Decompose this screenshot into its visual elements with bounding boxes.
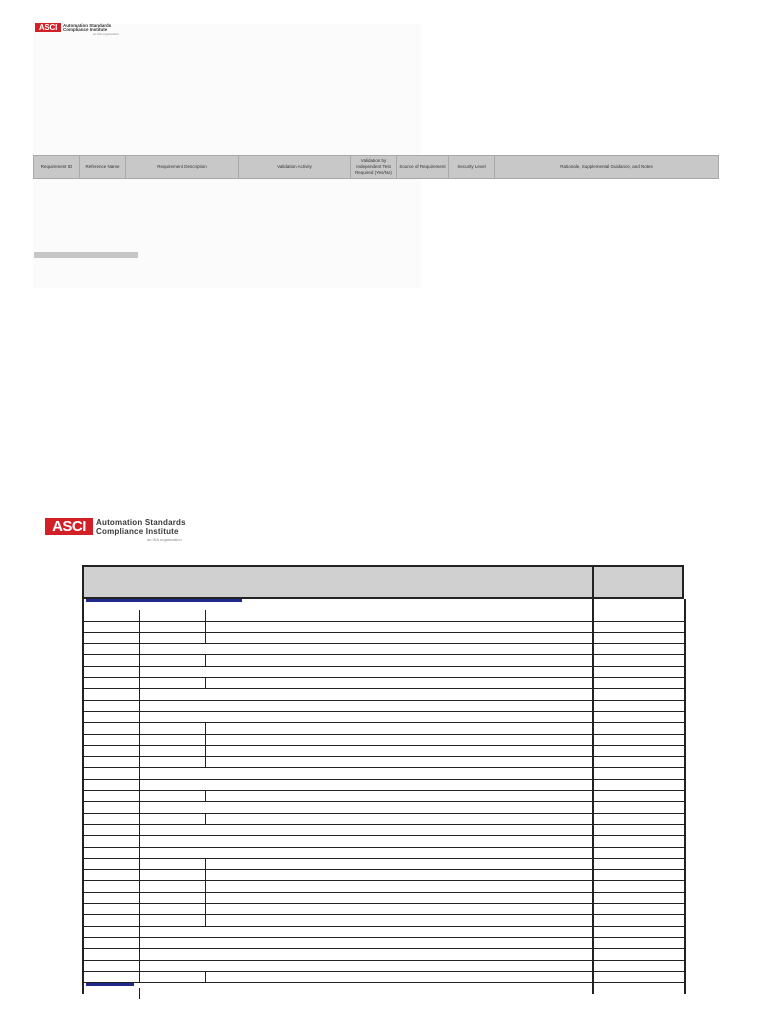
asci-logo-tagline: an ISA organization: [93, 32, 120, 36]
col-requirement-description: Requirement Description: [126, 156, 239, 178]
toc-cell-subnumber: [140, 791, 206, 801]
toc-cell-subnumber: [140, 723, 206, 733]
toc-row: [84, 938, 684, 949]
col-reference-name: Reference Name: [80, 156, 126, 178]
toc-row: [84, 712, 684, 723]
toc-cell-number: [84, 735, 140, 745]
toc-cell-number: [84, 633, 140, 643]
toc-page-divider: [592, 904, 594, 914]
toc-row: [84, 599, 684, 610]
toc-row: [84, 757, 684, 768]
col-requirement-id: Requirement ID: [34, 156, 80, 178]
toc-cell-number: [84, 915, 140, 925]
toc-row: [84, 881, 684, 892]
toc-row: [84, 814, 684, 825]
col-validation-activity: Validation Activity: [239, 156, 351, 178]
toc-cell-number: [84, 949, 140, 959]
toc-row: [84, 949, 684, 960]
asci-logo-line2: Compliance Institute: [96, 527, 179, 536]
toc-page-divider: [592, 802, 594, 812]
toc-cell-subnumber: [140, 633, 206, 643]
section-heading-bar: [86, 599, 242, 602]
toc-row: [84, 848, 684, 859]
asci-logo-line1: Automation Standards: [96, 518, 186, 527]
toc-page-divider: [592, 746, 594, 756]
toc-cell-number: [84, 667, 140, 677]
toc-cell-number: [84, 622, 140, 632]
toc-page-divider: [592, 814, 594, 824]
toc-cell-number: [84, 825, 140, 835]
toc-page-divider: [592, 768, 594, 778]
toc-cell-number: [84, 768, 140, 778]
toc-cell-number: [84, 712, 140, 722]
toc-row: [84, 768, 684, 779]
toc-page-divider: [592, 927, 594, 937]
toc-row: [84, 610, 684, 621]
toc-cell-number: [84, 927, 140, 937]
toc-page-divider: [592, 622, 594, 632]
toc-cell-subnumber: [140, 904, 206, 914]
toc-cell-number: [84, 848, 140, 858]
col-source-of-requirement: Source of Requirement: [397, 156, 449, 178]
toc-row: [84, 870, 684, 881]
toc-cell-subnumber: [140, 881, 206, 891]
toc-cell-number: [84, 881, 140, 891]
toc-header-title-cell: [84, 567, 592, 601]
toc-cell-number: [84, 757, 140, 767]
toc-page-divider: [592, 701, 594, 711]
toc-cell-subnumber: [140, 893, 206, 903]
toc-row: [84, 836, 684, 847]
toc-cell-number: [84, 701, 140, 711]
toc-row: [84, 735, 684, 746]
toc-cell-number: [84, 780, 140, 790]
toc-row: [84, 678, 684, 689]
toc-cell-number: [84, 938, 140, 948]
toc-row: [84, 723, 684, 734]
toc-row: [84, 667, 684, 678]
toc-cell-subnumber: [140, 859, 206, 869]
toc-row: [84, 825, 684, 836]
toc-cell-subnumber: [140, 757, 206, 767]
toc-cell-number: [84, 791, 140, 801]
toc-page-divider: [592, 735, 594, 745]
toc-cell-number: [84, 870, 140, 880]
toc-row: [84, 915, 684, 926]
toc-page-divider: [592, 780, 594, 790]
toc-page-divider: [592, 610, 594, 620]
toc-page-divider: [592, 938, 594, 948]
toc-cell-number: [84, 746, 140, 756]
asci-logo-small: [35, 23, 120, 37]
toc-page-divider: [592, 633, 594, 643]
toc-row: [84, 927, 684, 938]
toc-cell-number: [84, 904, 140, 914]
toc-page-divider: [592, 836, 594, 846]
toc-row: [84, 961, 684, 972]
col-security-level: Security Level: [449, 156, 495, 178]
toc-cell-number: [84, 972, 140, 982]
toc-page-divider: [592, 848, 594, 858]
toc-row: [84, 655, 684, 666]
toc-cell-number: [84, 836, 140, 846]
toc-cell-subnumber: [140, 622, 206, 632]
toc-cell-subnumber: [140, 814, 206, 824]
toc-row: [84, 802, 684, 813]
toc-row: [84, 746, 684, 757]
gray-placeholder-bar: [34, 252, 138, 258]
toc-page-divider: [592, 723, 594, 733]
toc-cell-number: [84, 644, 140, 654]
toc-cell-number: [84, 723, 140, 733]
toc-cell-subnumber: [140, 655, 206, 665]
toc-cell-subnumber: [140, 972, 206, 982]
col-rationale: Rationale, Supplemental Guidance, and Notes: [560, 164, 653, 169]
toc-cell-subnumber: [140, 915, 206, 925]
requirements-table-header: [33, 155, 719, 179]
toc-row: [84, 701, 684, 712]
toc-page-divider: [592, 859, 594, 869]
asci-logo-line1: Automation Standards: [63, 23, 112, 28]
asci-logo-mark: ASCI: [35, 23, 61, 32]
toc-row: [84, 644, 684, 655]
toc-row: [84, 972, 684, 983]
toc-page-divider: [592, 983, 594, 994]
toc-page-divider: [592, 689, 594, 699]
toc-cell-number: [84, 655, 140, 665]
toc-page-divider: [592, 712, 594, 722]
toc-row: [84, 633, 684, 644]
toc-page-divider: [592, 949, 594, 959]
toc-cell-number: [84, 893, 140, 903]
toc-cell-number: [84, 610, 140, 620]
toc-page-divider: [592, 791, 594, 801]
toc-cell-number: [84, 859, 140, 869]
toc-row: [84, 791, 684, 802]
toc-cell-subnumber: [140, 746, 206, 756]
asci-logo-line2: Compliance Institute: [63, 27, 108, 32]
toc-page-divider: [592, 915, 594, 925]
toc-cell-number: [84, 988, 140, 999]
toc-page-divider: [592, 881, 594, 891]
toc-page-divider: [592, 667, 594, 677]
toc-page-divider: [592, 961, 594, 971]
toc-page-divider: [592, 678, 594, 688]
toc-page-divider: [592, 870, 594, 880]
toc-cell-subnumber: [140, 870, 206, 880]
toc-page-divider: [592, 644, 594, 654]
asci-logo-tagline: an ISA organization: [147, 537, 182, 542]
toc-header: [82, 565, 684, 599]
toc-cell-number: [84, 689, 140, 699]
toc-page-divider: [592, 757, 594, 767]
toc-page-divider: [592, 972, 594, 982]
toc-cell-number: [84, 814, 140, 824]
asci-logo-large: [45, 516, 205, 542]
toc-cell-subnumber: [140, 610, 206, 620]
toc-body: [82, 599, 686, 994]
toc-page-divider: [592, 825, 594, 835]
toc-row: [84, 904, 684, 915]
toc-cell-subnumber: [140, 735, 206, 745]
toc-row: [84, 859, 684, 870]
toc-row: [84, 780, 684, 791]
toc-row: [84, 689, 684, 700]
toc-page-divider: [592, 655, 594, 665]
toc-cell-subnumber: [140, 678, 206, 688]
toc-header-page-cell: [594, 567, 686, 601]
toc-row: [84, 622, 684, 633]
toc-row: [84, 983, 684, 994]
toc-cell-number: [84, 802, 140, 812]
section-heading-bar: [86, 983, 134, 986]
asci-logo-mark: ASCI: [45, 518, 93, 535]
toc-page-divider: [592, 893, 594, 903]
col-independent-test: Validation by Independent Test Required (Yes/No): [351, 156, 397, 178]
toc-cell-number: [84, 961, 140, 971]
toc-page-divider: [592, 599, 594, 610]
toc-cell-number: [84, 678, 140, 688]
toc-row: [84, 893, 684, 904]
